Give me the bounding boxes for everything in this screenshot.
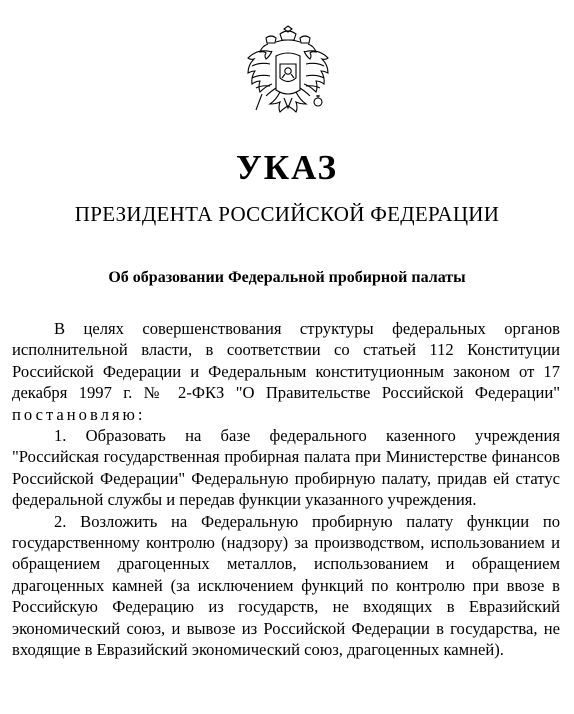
preamble-text: В целях совершенствования структуры федеральных органов исполнительной власти, в соответствии со статьей 112 Конституции Российской Федерации и Федеральным конституционным законом от 17 декабря 1997 г. № 2-ФКЗ "О Правительстве Российской Федерации" — [12, 319, 560, 403]
emblem — [240, 22, 336, 126]
double-headed-eagle-icon — [240, 22, 336, 126]
clause-1: 1. Образовать на базе федерального казенного учреждения "Российская государственная пробирная палата при Министерстве финансов Российской Федерации" Федеральную пробирную палату, придав ей статус федеральной службы и передав функции указанного учреждения. — [12, 426, 560, 510]
document-title: УКАЗ — [236, 148, 338, 187]
decree-body — [12, 318, 560, 661]
document-subtitle: ПРЕЗИДЕНТА РОССИЙСКОЙ ФЕДЕРАЦИИ — [74, 202, 500, 226]
clause-2: 2. Возложить на Федеральную пробирную палату функции по государственному контролю (надзору) за производством, использованием и обращением драгоценных металлов, использованием и обращением драгоценных камней (за исключением функций по контролю при ввозе в Российскую Федерацию из государств, не входящих в Евразийский экономический союз, и вывозе из Российской Федерации в государства, не входящие в Евразийский экономический союз, драгоценных камней). — [12, 511, 560, 660]
decree-heading: Об образовании Федеральной пробирной палаты — [108, 269, 466, 286]
preamble-paragraph — [12, 318, 560, 425]
decree-word: постановляю: — [12, 404, 146, 424]
